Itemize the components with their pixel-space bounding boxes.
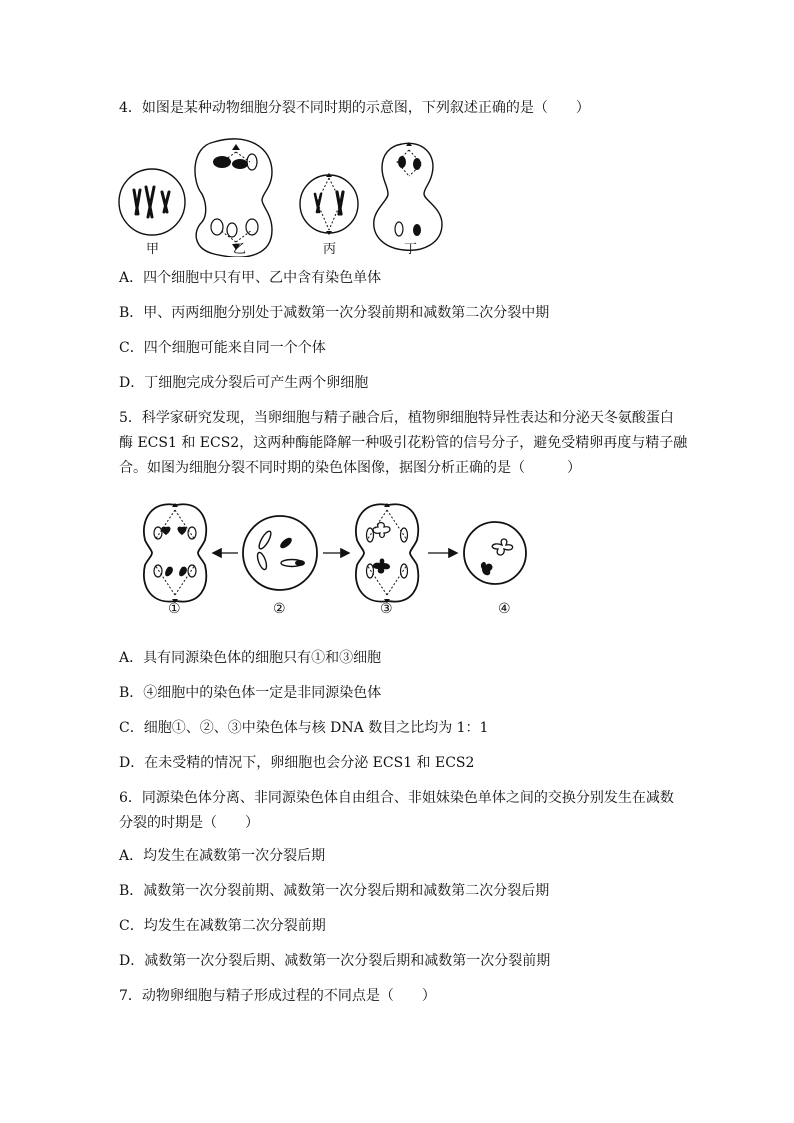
q5-stem-line-2: 酶 ECS1 和 ECS2，这两种酶能降解一种吸引花粉管的信号分子，避免受精卵再度与精子融 [119,435,688,451]
q4-stem: 4．如图是某种动物细胞分裂不同时期的示意图，下列叙述正确的是（ ） [119,100,590,116]
q5-stem-line-3: 合。如图为细胞分裂不同时期的染色体图像，据图分析正确的是（ ） [119,460,581,476]
cell-3 [356,503,418,603]
q6-stem-line-2: 分裂的时期是（ ） [119,815,259,831]
cell-jia [119,169,185,235]
q6-option-b: B．减数第一次分裂前期、减数第一次分裂后期和减数第二次分裂后期 [119,883,550,899]
cell-4 [464,522,526,584]
fig5-label-1: ① [168,601,181,617]
q6-option-c: C．均发生在减数第二次分裂前期 [119,918,326,934]
q7-stem: 7．动物卵细胞与精子形成过程的不同点是（ ） [119,988,436,1004]
fig4-label-jia: 甲 [146,242,160,257]
cell-ding [374,142,442,250]
q4-option-c: C．四个细胞可能来自同一个个体 [119,340,326,356]
cell-1 [144,503,206,603]
q5-stem-line-1: 5．科学家研究发现，当卵细胞与精子融合后，植物卵细胞特异性表达和分泌天冬氨酸蛋白 [119,410,674,426]
fig4-label-yi: 乙 [233,242,247,257]
fig5-label-4: ④ [498,601,511,617]
q5-option-d: D．在未受精的情况下，卵细胞也会分泌 ECS1 和 ECS2 [119,755,475,771]
q6-option-d: D．减数第一次分裂后期、减数第一次分裂后期和减数第一次分裂前期 [119,953,551,969]
q5-figure [130,495,550,625]
fig5-label-2: ② [273,601,286,617]
cell-bing [300,173,358,235]
q5-option-a: A．具有同源染色体的细胞只有①和③细胞 [119,650,382,666]
q4-option-a: A．四个细胞中只有甲、乙中含有染色单体 [119,270,382,286]
q4-option-d: D．丁细胞完成分裂后可产生两个卵细胞 [119,375,369,391]
q5-option-c: C．细胞①、②、③中染色体与核 DNA 数目之比均为 1：1 [119,720,489,736]
q4-option-b: B．甲、丙两细胞分别处于减数第一次分裂前期和减数第二次分裂中期 [119,305,550,321]
q4-figure [112,132,452,257]
fig5-label-3: ③ [380,601,393,617]
cell-2 [243,516,317,590]
q5-option-b: B．④细胞中的染色体一定是非同源染色体 [119,685,382,701]
q6-option-a: A．均发生在减数第一次分裂后期 [119,848,326,864]
q6-stem-line-1: 6．同源染色体分离、非同源染色体自由组合、非姐妹染色单体之间的交换分别发生在减数 [119,790,674,806]
fig4-label-ding: 丁 [404,242,418,257]
fig4-label-bing: 丙 [323,242,337,257]
